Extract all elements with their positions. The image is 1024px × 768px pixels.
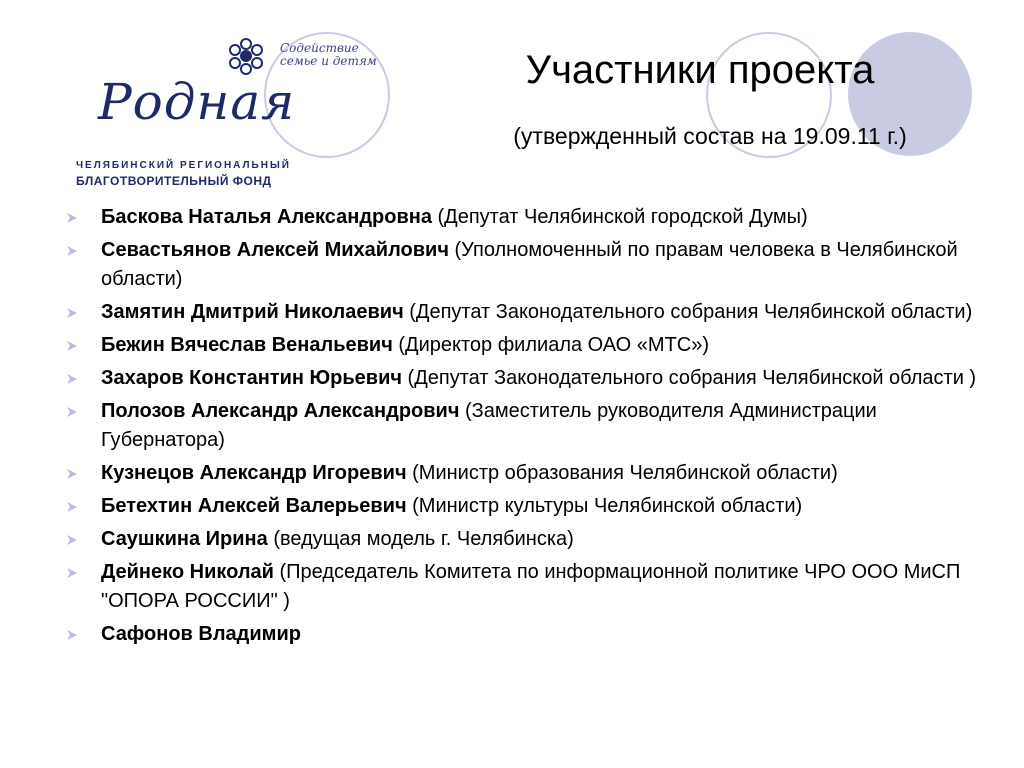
member-role: (Депутат Законодательного собрания Челябинской области): [403, 301, 973, 323]
slide-title: Участники проекта: [525, 48, 875, 92]
member-role: (Министр культуры Челябинской области): [406, 495, 803, 517]
member-item: [64, 620, 1004, 649]
member-name: Бежин Вячеслав Венальевич: [101, 334, 393, 356]
arrow-bullet-icon: [64, 620, 84, 649]
member-role: (Уполномоченный по правам человека в Челябинской области): [101, 239, 958, 290]
member-item: [64, 525, 1004, 554]
arrow-bullet-icon: [64, 492, 84, 521]
member-name: Замятин Дмитрий Николаевич: [101, 301, 404, 323]
logo-name: Родная: [98, 73, 296, 131]
member-item: [64, 459, 1004, 488]
arrow-bullet-icon: [64, 331, 84, 360]
member-name: Севастьянов Алексей Михайлович: [101, 239, 449, 261]
member-item: [64, 364, 1004, 393]
logo-tagline: [280, 42, 380, 68]
arrow-bullet-icon: [64, 558, 84, 587]
member-name: Полозов Александр Александрович: [101, 400, 460, 422]
arrow-bullet-icon: [64, 236, 84, 265]
foundation-logo: [76, 32, 377, 188]
member-item: [64, 331, 1004, 360]
member-name: Дейнеко Николай: [101, 561, 274, 583]
arrow-bullet-icon: [64, 298, 84, 327]
member-item: [64, 558, 1004, 616]
member-name: Саушкина Ирина: [101, 528, 268, 550]
member-role: (ведущая модель г. Челябинска): [267, 528, 574, 550]
member-role: (Директор филиала ОАО «МТС»): [392, 334, 710, 356]
member-item: [64, 492, 1004, 521]
member-item: [64, 236, 1004, 294]
arrow-bullet-icon: [64, 364, 84, 393]
logo-org-line2: БЛАГОТВОРИТЕЛЬНЫЙ ФОНД: [76, 174, 272, 188]
logo-tagline-line1: Содействие: [280, 41, 359, 55]
member-role: (Министр образования Челябинской области): [406, 462, 838, 484]
members-list: [64, 203, 1004, 653]
member-role: (Председатель Комитета по информационной политике ЧРО ООО МиСП "ОПОРА РОССИИ" ): [101, 561, 961, 612]
member-name: Захаров Константин Юрьевич: [101, 367, 402, 389]
slide-subtitle: (утвержденный состав на 19.09.11 г.): [513, 123, 907, 149]
member-role: (Депутат Законодательного собрания Челябинской области ): [402, 367, 977, 389]
logo-tagline-line2: семье и детям: [280, 54, 377, 68]
member-name: Баскова Наталья Александровна: [101, 206, 432, 228]
logo-org-line1: ЧЕЛЯБИНСКИЙ РЕГИОНАЛЬНЫЙ: [76, 160, 291, 171]
member-role: (Заместитель руководителя Администрации Губернатора): [101, 400, 877, 451]
member-role: (Депутат Челябинской городской Думы): [431, 206, 808, 228]
member-item: [64, 298, 1004, 327]
member-name: Кузнецов Александр Игоревич: [101, 462, 407, 484]
arrow-bullet-icon: [64, 203, 84, 232]
flower-icon: [226, 36, 266, 76]
member-item: [64, 203, 1004, 232]
arrow-bullet-icon: [64, 459, 84, 488]
arrow-bullet-icon: [64, 397, 84, 426]
member-name: Бетехтин Алексей Валерьевич: [101, 495, 407, 517]
member-name: Сафонов Владимир: [101, 623, 301, 645]
arrow-bullet-icon: [64, 525, 84, 554]
member-item: [64, 397, 1004, 455]
